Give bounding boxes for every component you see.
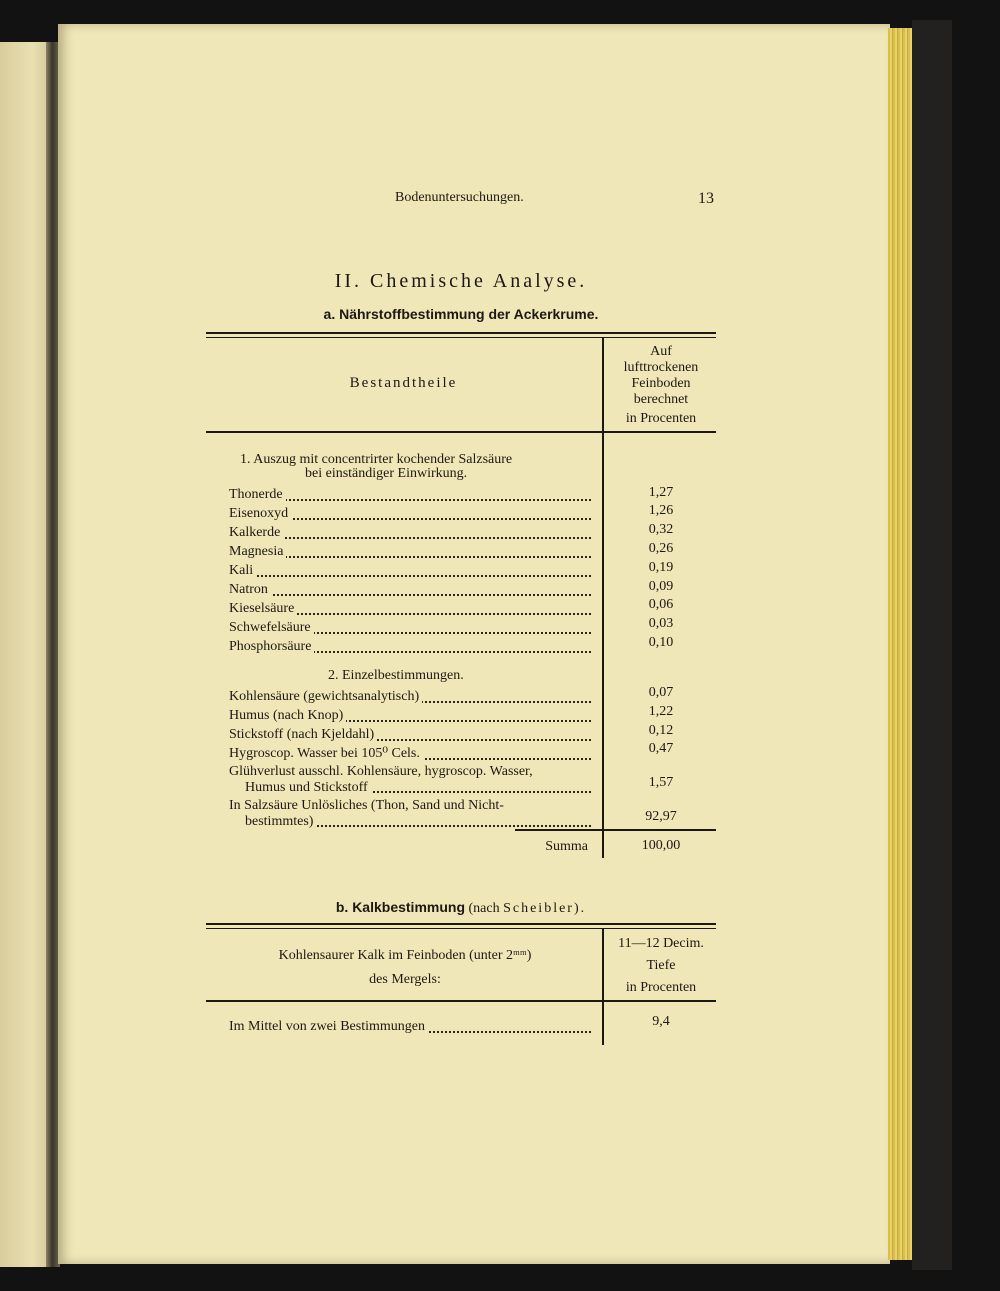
table-row-label-cont: Humus und Stickstoff bbox=[229, 780, 591, 796]
table-row-label: Natron bbox=[229, 581, 591, 599]
column-header-line: Feinboden bbox=[631, 376, 691, 391]
table-row-value: 0,32 bbox=[648, 522, 674, 537]
table-row-label: Stickstoff (nach Kjeldahl) bbox=[229, 726, 591, 744]
column-header-line: berechnet bbox=[633, 392, 689, 407]
table-a-column-divider bbox=[602, 338, 604, 858]
table-b-header-line: 11—12 Decim. bbox=[618, 936, 704, 951]
group1-title-line1: 1. Auszug mit concentrirter kochender Salzsäure bbox=[240, 452, 513, 467]
table-a-top-rule-thin bbox=[206, 337, 716, 338]
table-row-label: Schwefelsäure bbox=[229, 619, 591, 637]
table-row-value: 0,09 bbox=[648, 579, 674, 594]
section-title: II. Chemische Analyse. bbox=[334, 270, 588, 292]
group1-title-line2: bei einständiger Einwirkung. bbox=[305, 466, 468, 481]
table-b-header-rule bbox=[206, 1000, 716, 1002]
table-b-row-label: Im Mittel von zwei Bestimmungen bbox=[229, 1018, 591, 1036]
subsection-b-title bbox=[206, 899, 716, 917]
table-row-value: 92,97 bbox=[645, 809, 677, 824]
table-row-value: 1,57 bbox=[648, 775, 674, 790]
table-row-value: 0,06 bbox=[648, 597, 674, 612]
page-edges bbox=[888, 28, 912, 1260]
table-row-value: 0,07 bbox=[648, 685, 674, 700]
subsection-b-spaced: Scheibler). bbox=[503, 901, 587, 916]
summa-label: Summa bbox=[545, 839, 588, 854]
table-row-value: 0,26 bbox=[648, 541, 674, 556]
table-row-label: Glühverlust ausschl. Kohlensäure, hygroscop. Wasser, bbox=[229, 764, 533, 779]
table-b-header-left bbox=[220, 944, 590, 992]
table-row-label: Kieselsäure bbox=[229, 600, 591, 618]
table-row-label: Thonerde bbox=[229, 486, 591, 504]
subsection-a-title: a. Nährstoffbestimmung der Ackerkrume. bbox=[323, 306, 599, 322]
table-b-header-line: des Mergels: bbox=[369, 972, 441, 987]
subsection-b-normal: (nach bbox=[468, 901, 500, 916]
column-header-line: lufttrockenen bbox=[623, 360, 699, 375]
running-head: Bodenuntersuchungen. bbox=[395, 190, 524, 205]
table-row-label: Phosphorsäure bbox=[229, 638, 591, 656]
table-a-top-rule bbox=[206, 332, 716, 334]
table-row-label: Kohlensäure (gewichtsanalytisch) bbox=[229, 688, 591, 706]
table-row-value: 1,26 bbox=[648, 503, 674, 518]
column-header-bestandtheile: Bestandtheile bbox=[349, 375, 458, 391]
gluehverlust-row bbox=[229, 764, 591, 796]
table-row-value: 0,47 bbox=[648, 741, 674, 756]
table-row-label: Eisenoxyd bbox=[229, 505, 591, 523]
table-row-value: 0,12 bbox=[648, 723, 674, 738]
column-header-procenten bbox=[606, 344, 716, 427]
table-row-label: In Salzsäure Unlösliches (Thon, Sand und Nicht- bbox=[229, 798, 504, 813]
subsection-b-bold: b. Kalkbestimmung bbox=[335, 899, 465, 915]
table-b-header-right bbox=[606, 933, 716, 999]
table-b-row-value: 9,4 bbox=[652, 1014, 670, 1029]
table-row-value: 1,22 bbox=[648, 704, 674, 719]
column-header-line: Auf bbox=[650, 344, 672, 359]
table-row-label: Magnesia bbox=[229, 543, 591, 561]
table-b-column-divider bbox=[602, 929, 604, 1045]
summa-rule bbox=[515, 829, 716, 831]
table-row-label-cont: bestimmtes) bbox=[229, 814, 591, 830]
table-row-value: 0,19 bbox=[648, 560, 674, 575]
table-row-label: Kalkerde bbox=[229, 524, 591, 542]
page-number: 13 bbox=[698, 190, 714, 207]
table-b-header-line: Tiefe bbox=[646, 958, 676, 973]
table-row-label: Hygroscop. Wasser bei 105⁰ Cels. bbox=[229, 745, 591, 763]
unloesliches-row bbox=[229, 798, 591, 830]
table-row-value: 1,27 bbox=[648, 485, 674, 500]
table-b-header-line: in Procenten bbox=[625, 980, 697, 995]
table-row-label: Humus (nach Knop) bbox=[229, 707, 591, 725]
column-header-line: in Procenten bbox=[625, 411, 697, 426]
table-b-header-line: Kohlensaurer Kalk im Feinboden (unter 2ᵐᵐ) bbox=[278, 948, 532, 963]
table-row-value: 0,10 bbox=[648, 635, 674, 650]
table-b-top-rule bbox=[206, 923, 716, 925]
summa-value: 100,00 bbox=[641, 838, 681, 853]
table-row-value: 0,03 bbox=[648, 616, 674, 631]
table-a-header-rule bbox=[206, 431, 716, 433]
table-b-top-rule-thin bbox=[206, 928, 716, 929]
table-row-label: Kali bbox=[229, 562, 591, 580]
book-cover bbox=[912, 20, 952, 1270]
group2-title: 2. Einzelbestimmungen. bbox=[328, 668, 464, 683]
